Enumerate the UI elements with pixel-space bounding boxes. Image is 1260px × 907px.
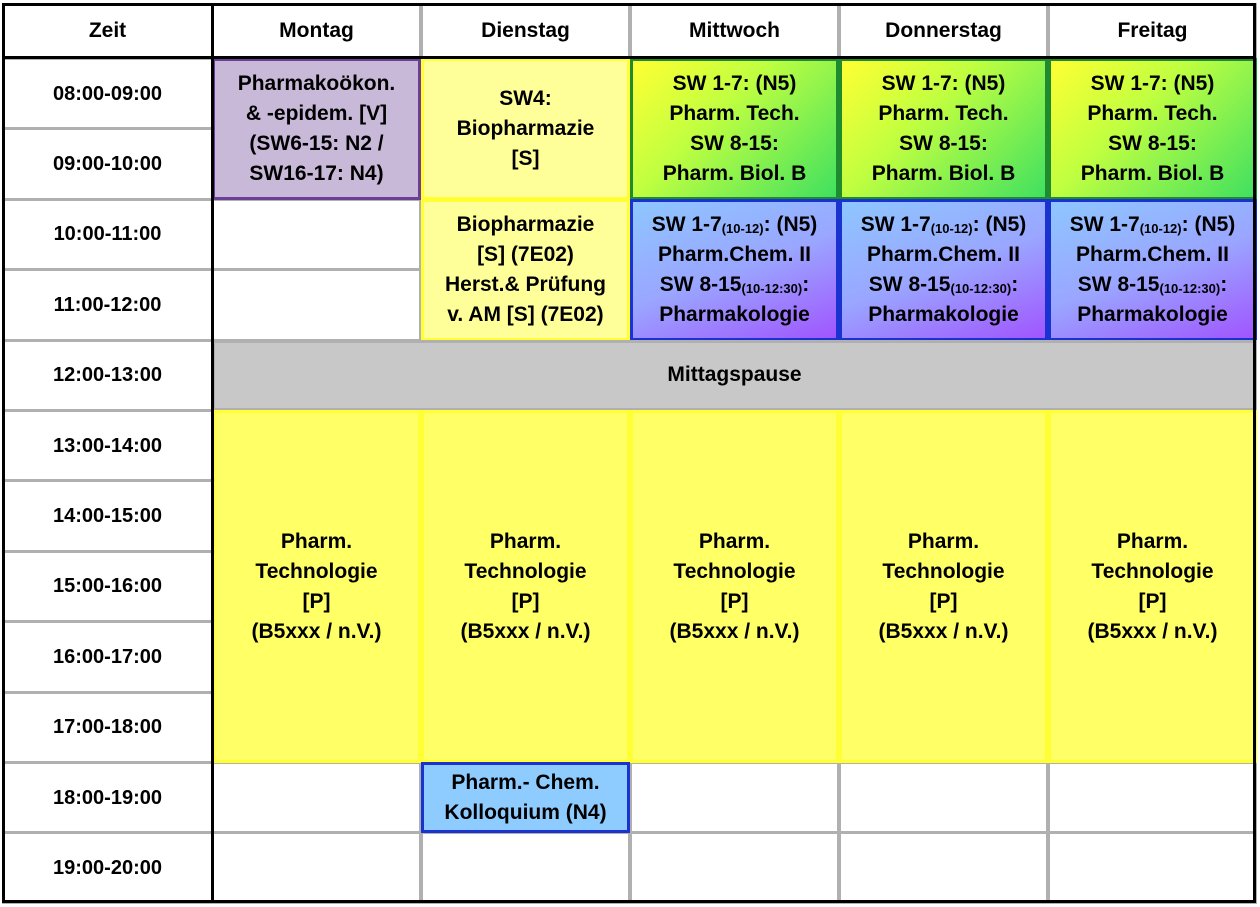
- event-line-part: SW 8-15:: [899, 131, 988, 155]
- event-line-part: [P]: [1138, 589, 1167, 613]
- event-line: [461, 527, 591, 557]
- event-line: [238, 159, 396, 189]
- timetable-slot: [630, 832, 839, 903]
- event-line: [872, 129, 1016, 159]
- event-chem-pharmakol-mi: [630, 199, 839, 341]
- time-slot-label: 09:00-10:00: [2, 128, 213, 199]
- event-line: [861, 210, 1027, 240]
- event-line-subscript: (10-12:30): [1159, 280, 1221, 296]
- event-line: [652, 240, 818, 270]
- event-pharm-technologie-di: [421, 410, 630, 763]
- event-line: [1070, 270, 1236, 300]
- event-text: [663, 69, 807, 189]
- event-line-part: Biopharmazie: [456, 116, 595, 140]
- event-line-part: Technologie: [1091, 559, 1214, 583]
- event-line-part: Technologie: [255, 559, 378, 583]
- event-line: [861, 240, 1027, 270]
- event-pharm-technologie-mo: [212, 410, 421, 763]
- event-line-part: SW16-17: N4): [249, 161, 384, 185]
- event-text: [879, 527, 1009, 647]
- time-column-divider: [211, 3, 214, 903]
- timetable-slot: [1048, 832, 1257, 903]
- event-text: [252, 527, 382, 647]
- event-line-part: :: [1011, 272, 1019, 296]
- event-line: [879, 557, 1009, 587]
- event-line: [1070, 210, 1236, 240]
- event-line-part: :: [1220, 272, 1228, 296]
- timetable-slot: [212, 832, 421, 903]
- event-line-subscript: (10-12): [1139, 220, 1182, 236]
- event-line: [1088, 527, 1218, 557]
- header-day-2: Mittwoch: [630, 3, 839, 58]
- event-line-part: [S] (7E02): [477, 242, 574, 266]
- event-line: [445, 240, 606, 270]
- event-line-part: (B5xxx / n.V.): [878, 619, 1009, 643]
- event-line-part: Pharmakologie: [659, 302, 810, 326]
- event-line-part: Pharm. Tech.: [669, 101, 800, 125]
- event-text: [872, 69, 1016, 189]
- header-day-1: Dienstag: [421, 3, 630, 58]
- event-line: [444, 798, 606, 828]
- event-pharm-tech-biol-do: [839, 58, 1048, 200]
- event-text: [1081, 69, 1225, 189]
- event-line-part: (B5xxx / n.V.): [669, 619, 800, 643]
- event-text: [238, 69, 396, 189]
- event-line: [1081, 99, 1225, 129]
- event-line-part: SW4:: [499, 86, 552, 110]
- event-line: [1088, 557, 1218, 587]
- event-line-part: Pharm. Tech.: [878, 101, 1009, 125]
- event-line-part: Pharmakoökon.: [237, 71, 396, 95]
- time-slot-label: 11:00-12:00: [2, 269, 213, 340]
- event-line-subscript: (10-12): [721, 220, 764, 236]
- event-line: [652, 300, 818, 330]
- event-line: [670, 557, 800, 587]
- time-slot-label: 13:00-14:00: [2, 410, 213, 481]
- event-line-part: Pharm.: [280, 529, 353, 553]
- timetable-slot: [839, 762, 1048, 833]
- event-text: [667, 360, 801, 390]
- event-biopharmazie-herst: [421, 199, 630, 341]
- event-line: [252, 557, 382, 587]
- time-slot-label: 16:00-17:00: [2, 621, 213, 692]
- event-line: [670, 527, 800, 557]
- event-text: [1088, 527, 1218, 647]
- event-sw4-biopharmazie: [421, 58, 630, 200]
- event-line-subscript: (10-12:30): [741, 280, 803, 296]
- event-line-part: Pharmakologie: [1077, 302, 1228, 326]
- event-line-part: SW 1-7: [651, 212, 722, 236]
- event-line-part: [P]: [302, 589, 331, 613]
- event-line-part: Kolloquium (N4): [444, 800, 607, 824]
- event-line-part: Technologie: [673, 559, 796, 583]
- event-line-part: SW 1-7: [1069, 212, 1140, 236]
- event-line-part: :: [802, 272, 810, 296]
- event-line: [445, 270, 606, 300]
- event-line-part: : (N5): [972, 212, 1027, 236]
- event-line-part: Pharm.: [1116, 529, 1189, 553]
- event-text: [445, 210, 606, 330]
- event-text: [1070, 210, 1236, 330]
- event-line: [663, 99, 807, 129]
- event-line: [445, 300, 606, 330]
- time-slot-label: 19:00-20:00: [2, 832, 213, 903]
- event-line: [457, 144, 595, 174]
- event-line-part: Pharm.: [907, 529, 980, 553]
- event-line-part: Technologie: [882, 559, 1005, 583]
- event-line: [663, 69, 807, 99]
- event-line: [238, 99, 396, 129]
- event-line: [1070, 240, 1236, 270]
- event-line-part: SW 1-7: [860, 212, 931, 236]
- event-pharm-technologie-do: [839, 410, 1048, 763]
- event-text: [461, 527, 591, 647]
- event-line-part: Pharm. Biol. B: [1080, 161, 1225, 185]
- event-line: [1081, 159, 1225, 189]
- event-line: [652, 270, 818, 300]
- event-text: [670, 527, 800, 647]
- event-chem-pharmakol-fr: [1048, 199, 1257, 341]
- time-slot-label: 15:00-16:00: [2, 551, 213, 622]
- event-pharmakooekon: [212, 58, 421, 200]
- event-line: [667, 360, 801, 390]
- event-line-part: Pharm.: [489, 529, 562, 553]
- event-line-part: SW 1-7: (N5): [672, 71, 797, 95]
- event-line-part: SW 8-15:: [1108, 131, 1197, 155]
- event-pharm-tech-biol-fr: [1048, 58, 1257, 200]
- event-line: [457, 84, 595, 114]
- event-line-part: [S]: [511, 146, 540, 170]
- event-line-part: Technologie: [464, 559, 587, 583]
- event-line-part: Pharm.Chem. II: [1076, 242, 1229, 266]
- event-line: [1081, 129, 1225, 159]
- event-text: [457, 84, 595, 174]
- timetable-slot: [630, 762, 839, 833]
- event-line-part: Pharm.: [698, 529, 771, 553]
- event-line: [861, 270, 1027, 300]
- event-line: [252, 617, 382, 647]
- event-pharm-technologie-fr: [1048, 410, 1257, 763]
- time-slot-label: 17:00-18:00: [2, 692, 213, 763]
- event-line: [444, 768, 606, 798]
- event-line: [861, 300, 1027, 330]
- event-line: [670, 617, 800, 647]
- event-line-part: Pharm.- Chem.: [451, 770, 600, 794]
- event-mittagspause: [212, 340, 1257, 411]
- event-pharm-technologie-mi: [630, 410, 839, 763]
- event-line-part: (B5xxx / n.V.): [251, 619, 382, 643]
- event-line: [1070, 300, 1236, 330]
- event-line: [1081, 69, 1225, 99]
- event-line-part: Pharm. Biol. B: [662, 161, 807, 185]
- event-line-part: [P]: [720, 589, 749, 613]
- event-line-part: SW 8-15: [1077, 272, 1160, 296]
- event-line-part: & -epidem. [V]: [245, 101, 388, 125]
- event-pharm-chem-kolloquium: [421, 762, 630, 833]
- event-line-part: SW 8-15: [659, 272, 742, 296]
- timetable-slot: [212, 762, 421, 833]
- event-line-part: Pharm. Tech.: [1087, 101, 1218, 125]
- event-line-part: : (N5): [763, 212, 818, 236]
- event-line-part: SW 1-7: (N5): [1090, 71, 1215, 95]
- event-line-part: SW 1-7: (N5): [881, 71, 1006, 95]
- header-day-4: Freitag: [1048, 3, 1257, 58]
- event-line: [1088, 617, 1218, 647]
- event-line-part: Pharm. Biol. B: [871, 161, 1016, 185]
- event-line-part: : (N5): [1181, 212, 1236, 236]
- time-slot-label: 10:00-11:00: [2, 199, 213, 270]
- event-line: [879, 587, 1009, 617]
- event-line-part: v. AM [S] (7E02): [447, 302, 604, 326]
- event-text: [652, 210, 818, 330]
- time-slot-label: 18:00-19:00: [2, 762, 213, 833]
- timetable-slot: [212, 199, 421, 270]
- time-slot-label: 08:00-09:00: [2, 58, 213, 129]
- event-line-part: Biopharmazie: [456, 212, 595, 236]
- event-line-part: Pharm.Chem. II: [658, 242, 811, 266]
- event-line: [252, 587, 382, 617]
- event-line-part: Mittagspause: [667, 363, 802, 387]
- event-line: [879, 617, 1009, 647]
- event-pharm-tech-biol-mi: [630, 58, 839, 200]
- event-line: [238, 129, 396, 159]
- event-line-part: (B5xxx / n.V.): [460, 619, 591, 643]
- event-line: [879, 527, 1009, 557]
- event-line: [457, 114, 595, 144]
- event-line-part: [P]: [511, 589, 540, 613]
- event-line-subscript: (10-12): [930, 220, 973, 236]
- event-line: [1088, 587, 1218, 617]
- header-row-divider: [2, 56, 1256, 59]
- event-line-subscript: (10-12:30): [950, 280, 1012, 296]
- event-line-part: SW 8-15:: [690, 131, 779, 155]
- header-time-label: Zeit: [2, 3, 213, 58]
- event-text: [444, 768, 606, 828]
- event-line-part: SW 8-15: [868, 272, 951, 296]
- event-line: [445, 210, 606, 240]
- event-line-part: (B5xxx / n.V.): [1087, 619, 1218, 643]
- event-line-part: Pharmakologie: [868, 302, 1019, 326]
- event-line-part: Herst.& Prüfung: [444, 272, 606, 296]
- event-line-part: Pharm.Chem. II: [867, 242, 1020, 266]
- time-slot-label: 14:00-15:00: [2, 480, 213, 551]
- event-line: [461, 587, 591, 617]
- event-line: [652, 210, 818, 240]
- header-day-3: Donnerstag: [839, 3, 1048, 58]
- event-line-part: [P]: [929, 589, 958, 613]
- event-line: [670, 587, 800, 617]
- timetable-slot: [212, 269, 421, 340]
- event-chem-pharmakol-do: [839, 199, 1048, 341]
- event-line: [461, 617, 591, 647]
- event-text: [861, 210, 1027, 330]
- event-line: [663, 129, 807, 159]
- event-line: [663, 159, 807, 189]
- timetable-slot: [421, 832, 630, 903]
- event-line: [872, 99, 1016, 129]
- event-line-part: (SW6-15: N2 /: [249, 131, 384, 155]
- event-line: [238, 69, 396, 99]
- event-line: [252, 527, 382, 557]
- timetable-slot: [1048, 762, 1257, 833]
- event-line: [461, 557, 591, 587]
- event-line: [872, 159, 1016, 189]
- timetable-slot: [839, 832, 1048, 903]
- event-line: [872, 69, 1016, 99]
- header-day-0: Montag: [212, 3, 421, 58]
- time-slot-label: 12:00-13:00: [2, 340, 213, 411]
